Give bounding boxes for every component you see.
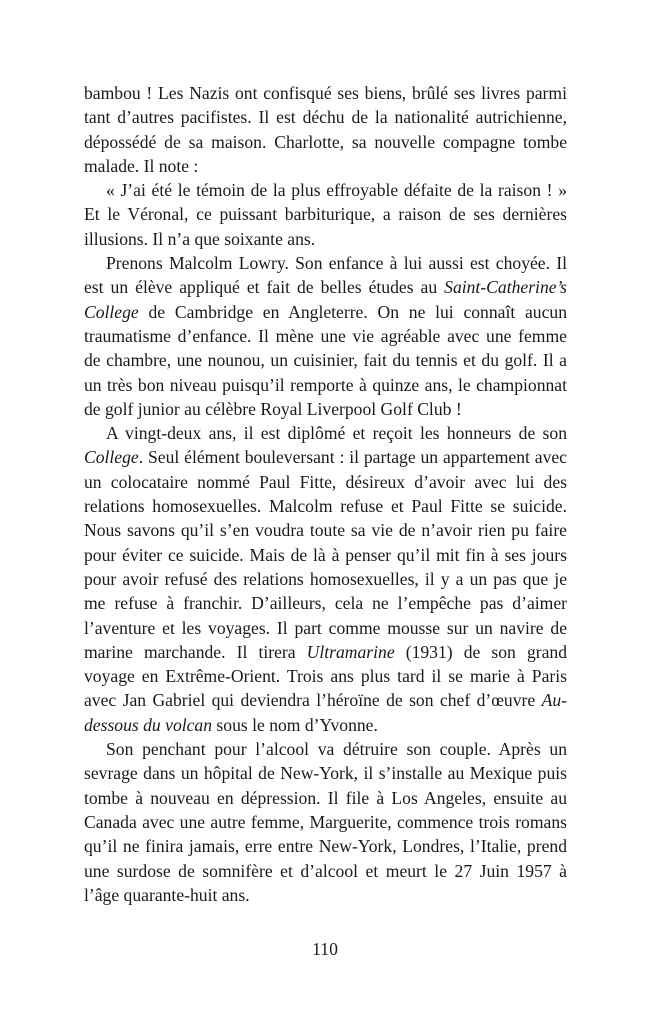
paragraph-text: de Cambridge en Angleterre. On ne lui connaît aucun traumatisme d’enfance. Il mène une vie agréable avec une femme de chambre, une nounou, un cuisinier, fait du tennis et du golf. Il a un très bon niveau puisqu’il remporte à quinze ans, le championnat de golf junior au célèbre Royal Liverpool Golf Club ! xyxy=(84,301,567,419)
paragraph-text: Prenons Malcolm Lowry. Son enfance à lui aussi est choyée. Il est un élève appliqué et fait de belles études au xyxy=(84,253,567,298)
paragraph-text: « J’ai été le témoin de la plus effroyable défaite de la raison ! » Et le Véronal, ce puissant barbiturique, a raison de ses dernières illusions. Il n’a que soixante ans. xyxy=(84,180,567,249)
paragraph-text: Son penchant pour l’alcool va détruire son couple. Après un sevrage dans un hôpital de New-York, il s’installe au Mexique puis tombe à nouveau en dépression. Il file à Los Angeles, ensuite au Canada avec une autre femme, Marguerite, commence trois romans qu’il ne finira jamais, erre entre New-York, Londres, l’Italie, prend une surdose de somnifère et d’alcool et meurt le 27 Juin 1957 à l’âge quarante-huit ans. xyxy=(84,739,567,905)
body-text xyxy=(84,81,567,907)
paragraph-text: . Seul élément bouleversant : il partage un appartement avec un colocataire nommé Paul Fitte, désireux d’avoir avec lui des relations homosexuelles. Malcolm refuse et Paul Fitte se suicide. Nous savons qu’il s’en voudra toute sa vie de n’avoir rien pu faire pour éviter ce suicide. Mais de là à penser qu’il mit fin à ses jours pour avoir refusé des relations homosexuelles, il y a un pas que je me refuse à franchir. D’ailleurs, cela ne l’empêche pas d’aimer l’aventure et les voyages. Il part comme mousse sur un navire de marine marchande. Il tirera xyxy=(84,447,567,662)
italic-title: College xyxy=(84,447,139,468)
paragraph xyxy=(84,81,567,178)
italic-title: Ultramarine xyxy=(306,641,395,662)
page-number: 110 xyxy=(312,939,338,959)
italic-title: Au-dessous du volcan xyxy=(84,690,567,735)
paragraph xyxy=(84,421,567,737)
paragraph-text: sous le nom d’Yvonne. xyxy=(212,714,378,735)
paragraph-text: bambou ! Les Nazis ont confisqué ses biens, brûlé ses livres parmi tant d’autres pacifistes. Il est déchu de la nationalité autrichienne, dépossédé de sa maison. Charlotte, sa nouvelle compagne tombe malade. Il note : xyxy=(84,83,567,176)
paragraph xyxy=(84,251,567,421)
italic-title: Saint-Catherine’s College xyxy=(84,277,567,322)
paragraph xyxy=(84,737,567,907)
page-body xyxy=(84,81,567,907)
paragraph-text: A vingt-deux ans, il est diplômé et reçoit les honneurs de son xyxy=(106,423,567,444)
paragraph-text: (1931) de son grand voyage en Extrême-Orient. Trois ans plus tard il se marie à Paris avec Jan Gabriel qui deviendra l’héroïne de son chef d’œuvre xyxy=(84,641,568,711)
paragraph xyxy=(84,178,567,251)
